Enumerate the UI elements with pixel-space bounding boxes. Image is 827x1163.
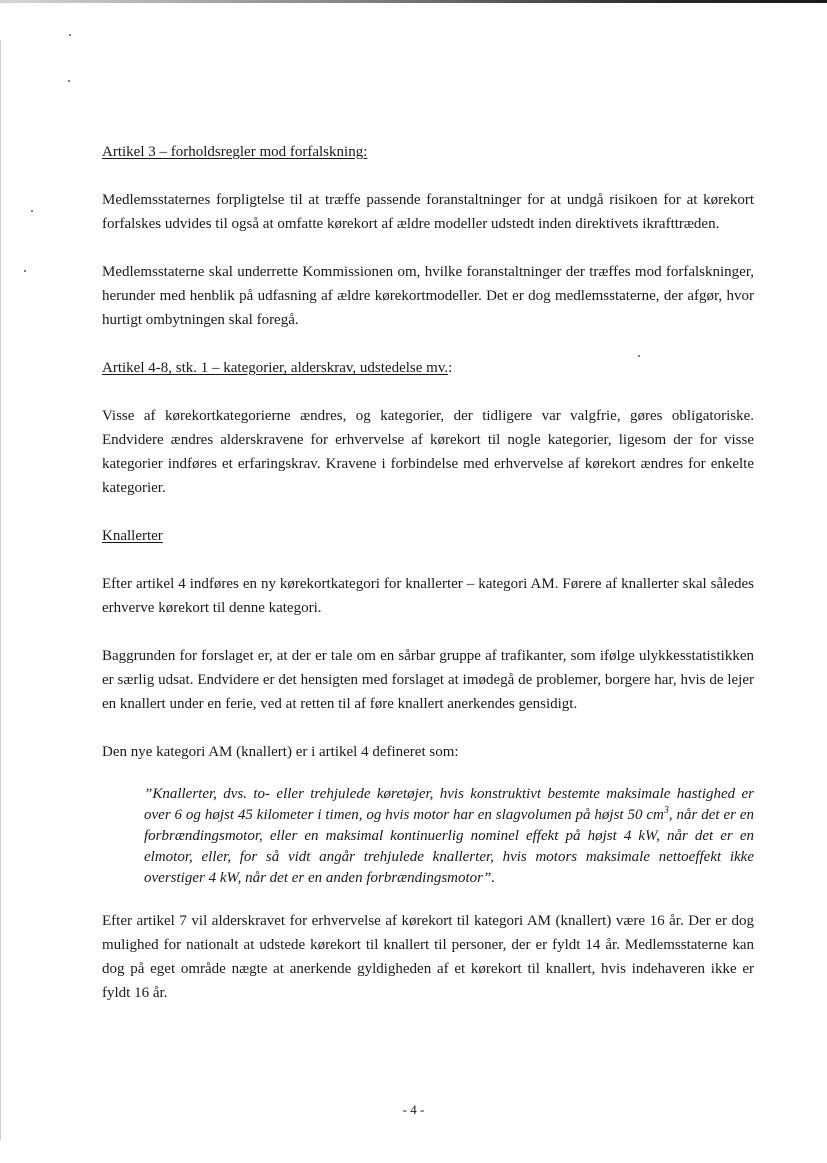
scan-speck: [69, 34, 71, 36]
section-heading-artikel-4-8-colon: :: [448, 360, 453, 376]
paragraph-kategori-am: Efter artikel 4 indføres en ny kørekortkategori for knallerter – kategori AM. Førere af knallerter skal således erhverve kørekort til denne kategori.: [102, 576, 754, 616]
section-heading-artikel-3: Artikel 3 – forholdsregler mod forfalskning:: [102, 144, 368, 160]
definition-quote-superscript: 3: [663, 805, 669, 816]
paragraph-underretning: Medlemsstaterne skal underrette Kommissionen om, hvilke foranstaltninger der træffes mod forfalskninger, herunder med henblik på udfasning af ældre kørekortmodeller. Det er dog medlemsstaterne, der afgør, hvor hurtigt ombytningen skal foregå.: [102, 264, 754, 328]
definition-quote-part-2: , når det er en forbrændingsmotor, eller en maksimal kontinuerlig nominel effekt på højst 4 kW, når det er en elmotor, eller, for så vidt angår trehjulede knallerter, hvis motors maksimale nettoeffekt ikke overstiger 4 kW, når det er en anden forbrændingsmotor”.: [144, 807, 754, 886]
scan-speck: [68, 80, 70, 82]
section-heading-knallerter: Knallerter: [102, 528, 163, 544]
scan-edge-left: [0, 40, 1, 1140]
definition-quote: [102, 784, 754, 889]
definition-quote-part-1: ”Knallerter, dvs. to- eller trehjulede køretøjer, hvis konstruktivt bestemte maksimale hastighed er over 6 og højst 45 kilometer i timen, og hvis motor har en slagvolumen på højst 50 cm: [144, 786, 754, 823]
scan-speck: [24, 270, 26, 272]
document-body: [102, 140, 754, 1005]
paragraph-kategorier: Visse af kørekortkategorierne ændres, og kategorier, der tidligere var valgfrie, gøres obligatoriske. Endvidere ændres alderskravene for erhvervelse af kørekort til nogle kategorier, ligesom der for visse kategorier indføres et erfaringskrav. Kravene i forbindelse med erhvervelse af kørekort ændres for enkelte kategorier.: [102, 408, 754, 496]
paragraph-baggrund: Baggrunden for forslaget er, at der er tale om en sårbar gruppe af trafikanter, som ifølge ulykkesstatistikken er særlig udsat. Endvidere er det hensigten med forslaget at imødegå de problemer, borgere har, hvis de lejer en knallert under en ferie, ved at retten til af føre knallert anerkendes gensidigt.: [102, 648, 754, 712]
scan-edge-top: [0, 0, 827, 3]
paragraph-definition-intro: Den nye kategori AM (knallert) er i artikel 4 defineret som:: [102, 744, 459, 760]
paragraph-forpligtelse: Medlemsstaternes forpligtelse til at træffe passende foranstaltninger for at undgå risikoen for at kørekort forfalskes udvides til også at omfatte kørekort af ældre modeller udstedt inden direktivets ikrafttræden.: [102, 192, 754, 232]
paragraph-alderskrav: Efter artikel 7 vil alderskravet for erhvervelse af kørekort til kategori AM (knallert) være 16 år. Der er dog mulighed for nationalt at udstede kørekort til knallert til personer, der er fyldt 14 år. Medlemsstaterne kan dog på eget område nægte at anerkende gyldigheden af et kørekort til knallert, hvis indehaveren ikke er fyldt 16 år.: [102, 913, 754, 1001]
scan-speck: [31, 210, 33, 212]
page-number: - 4 -: [402, 1102, 425, 1117]
section-heading-artikel-4-8-wrapper: [102, 356, 754, 380]
section-heading-artikel-4-8: Artikel 4-8, stk. 1 – kategorier, alderskrav, udstedelse mv.: [102, 360, 449, 376]
